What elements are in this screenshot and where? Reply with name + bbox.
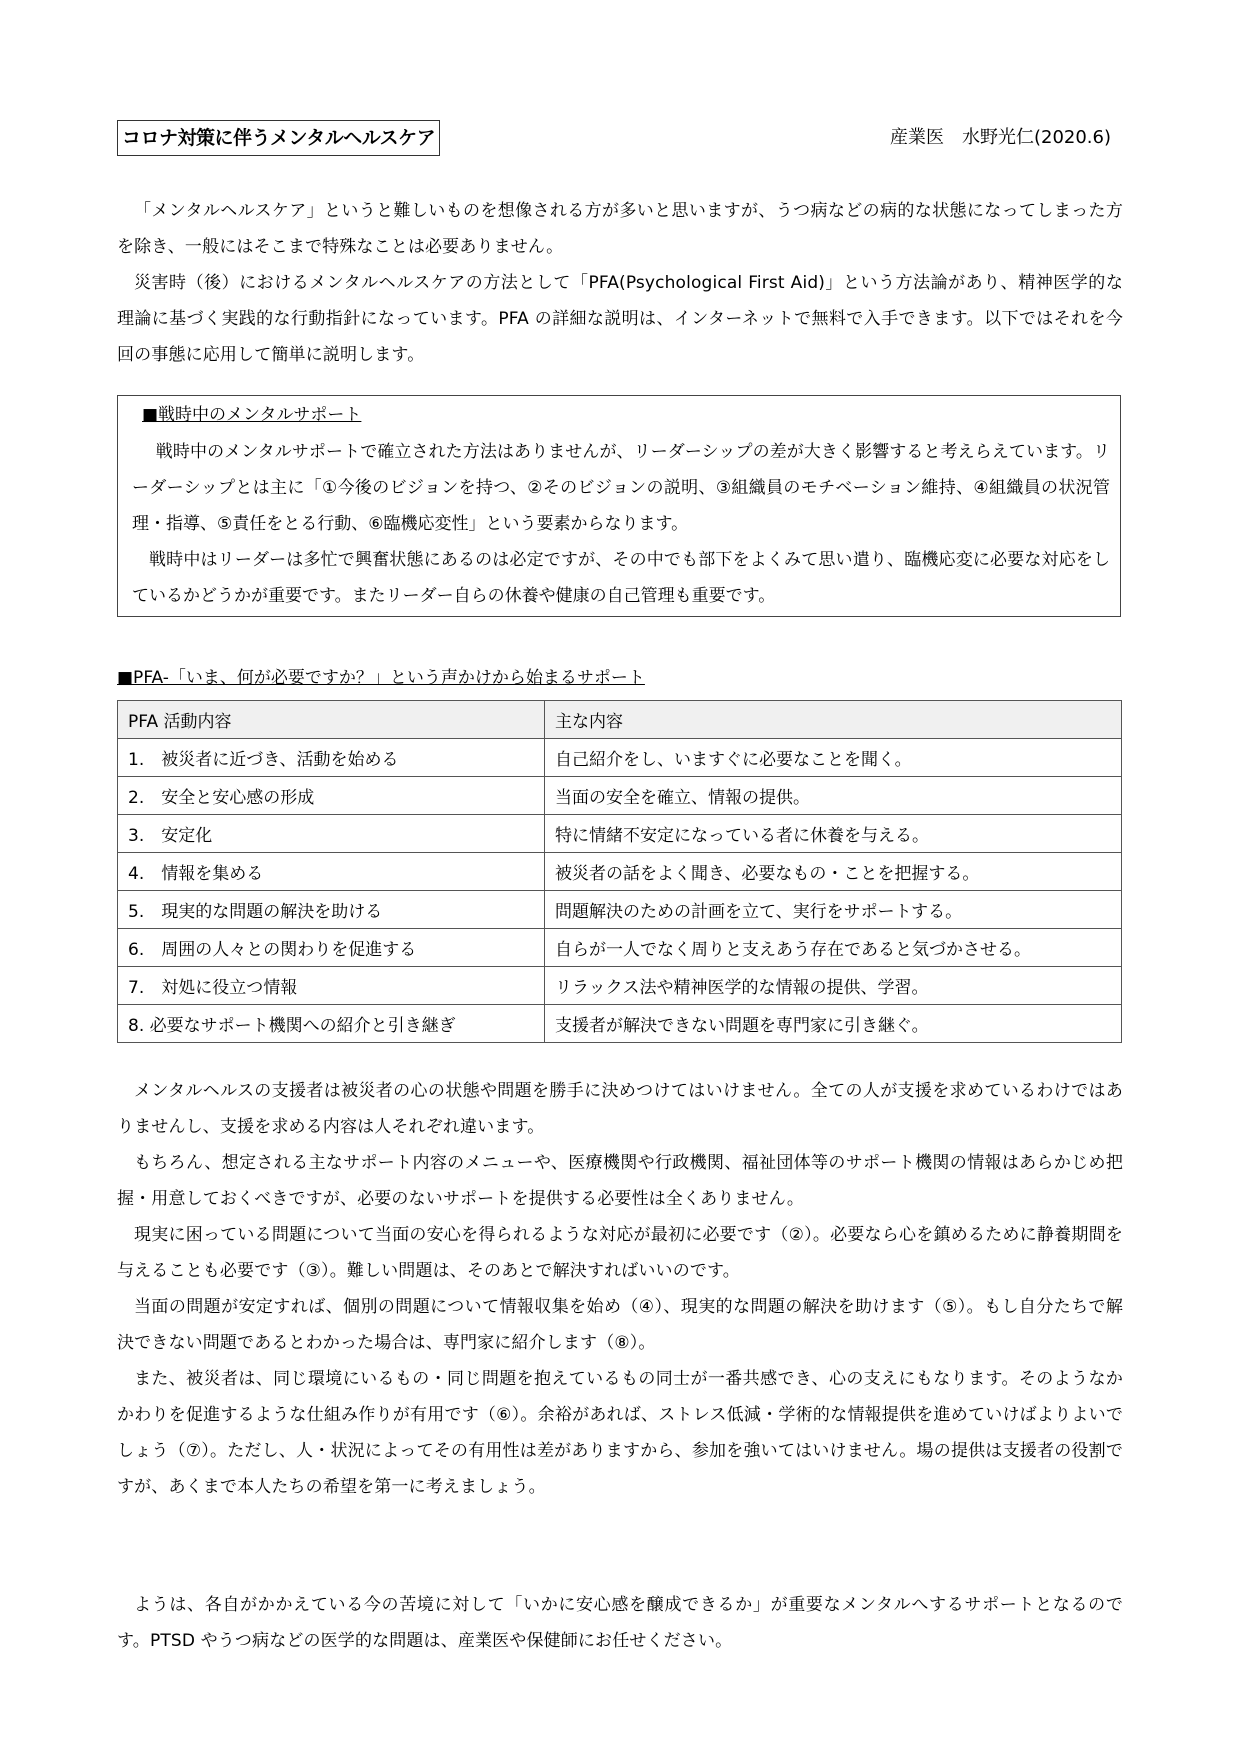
table-row [118, 967, 1122, 1005]
activity-cell: 7. 対処に役立つ情報 [118, 967, 545, 1005]
table-row [118, 1005, 1122, 1043]
activity-cell: 8. 必要なサポート機関への紹介と引き継ぎ [118, 1005, 545, 1043]
body-paragraph: 現実に困っている問題について当面の安心を得られるような対応が最初に必要です（②）。必要なら心を鎮めるために静養期間を与えることも必要です（③）。難しい問題は、そのあとで解決すればいいのです。 [117, 1225, 1123, 1281]
wartime-support-box [117, 395, 1121, 617]
closing-section [117, 1587, 1123, 1659]
body-section [117, 1073, 1123, 1505]
activity-cell: 5. 現実的な問題の解決を助ける [118, 891, 545, 929]
pfa-table [117, 700, 1122, 1043]
content-cell: 自らが一人でなく周りと支えあう存在であると気づかさせる。 [545, 929, 1122, 967]
closing-paragraph: ようは、各自がかかえている今の苦境に対して「いかに安心感を醸成できるか」が重要なメンタルへするサポートとなるのです。PTSD やうつ病などの医学的な問題は、産業医や保健師にお任せください。 [117, 1595, 1123, 1651]
table-row [118, 777, 1122, 815]
author-line: 産業医 水野光仁(2020.6) [889, 127, 1111, 148]
intro-paragraph: 「メンタルヘルスケア」というと難しいものを想像される方が多いと思いますが、うつ病などの病的な状態になってしまった方を除き、一般にはそこまで特殊なことは必要ありません。 [117, 201, 1123, 257]
activity-cell: 4. 情報を集める [118, 853, 545, 891]
intro-section [117, 193, 1123, 373]
content-cell: 自己紹介をし、いますぐに必要なことを聞く。 [545, 739, 1122, 777]
column-header-activity: PFA 活動内容 [118, 701, 545, 739]
content-cell: 特に情緒不安定になっている者に休養を与える。 [545, 815, 1122, 853]
body-paragraph: もちろん、想定される主なサポート内容のメニューや、医療機関や行政機関、福祉団体等のサポート機関の情報はあらかじめ把握・用意しておくべきですが、必要のないサポートを提供する必要性は全くありません。 [117, 1153, 1123, 1209]
table-header-row [118, 701, 1122, 739]
wartime-paragraph: 戦時中のメンタルサポートで確立された方法はありませんが、リーダーシップの差が大きく影響すると考えらえています。リーダーシップとは主に「①今後のビジョンを持つ、②そのビジョンの説明、③組織員のモチベーション維持、④組織員の状況管理・指導、⑤責任をとる行動、⑥臨機応変性」という要素からなります。 [132, 442, 1110, 534]
table-row [118, 815, 1122, 853]
table-row [118, 853, 1122, 891]
activity-cell: 3. 安定化 [118, 815, 545, 853]
table-row [118, 739, 1122, 777]
content-cell: 問題解決のための計画を立て、実行をサポートする。 [545, 891, 1122, 929]
body-paragraph: また、被災者は、同じ環境にいるもの・同じ問題を抱えているもの同士が一番共感でき、心の支えにもなります。そのようなかかわりを促進するような仕組み作りが有用です（⑥）。余裕があれば、ストレス低減・学術的な情報提供を進めていけばよりよいでしょう（⑦）。ただし、人・状況によってその有用性は差がありますから、参加を強いてはいけません。場の提供は支援者の役割ですが、あくまで本人たちの希望を第一に考えましょう。 [117, 1369, 1123, 1497]
table-row [118, 929, 1122, 967]
intro-paragraph: 災害時（後）におけるメンタルヘルスケアの方法として「PFA(Psychological First Aid)」という方法論があり、精神医学的な理論に基づく実践的な行動指針になっています。PFA の詳細な説明は、インターネットで無料で入手できます。以下ではそれを今回の事態に応用して簡単に説明します。 [117, 273, 1123, 365]
content-cell: 被災者の話をよく聞き、必要なもの・ことを把握する。 [545, 853, 1122, 891]
wartime-paragraph: 戦時中はリーダーは多忙で興奮状態にあるのは必定ですが、その中でも部下をよくみて思い遣り、臨機応変に必要な対応をしているかどうかが重要です。またリーダー自らの休養や健康の自己管理も重要です。 [132, 550, 1110, 606]
content-cell: 当面の安全を確立、情報の提供。 [545, 777, 1122, 815]
body-paragraph: 当面の問題が安定すれば、個別の問題について情報収集を始め（④）、現実的な問題の解決を助けます（⑤）。もし自分たちで解決できない問題であるとわかった場合は、専門家に紹介します（⑧）。 [117, 1297, 1123, 1353]
activity-cell: 2. 安全と安心感の形成 [118, 777, 545, 815]
table-row [118, 891, 1122, 929]
activity-cell: 1. 被災者に近づき、活動を始める [118, 739, 545, 777]
activity-cell: 6. 周囲の人々との関わりを促進する [118, 929, 545, 967]
content-cell: 支援者が解決できない問題を専門家に引き継ぐ。 [545, 1005, 1122, 1043]
column-header-content: 主な内容 [545, 701, 1122, 739]
document-title: コロナ対策に伴うメンタルヘルスケア [117, 120, 440, 156]
body-paragraph: メンタルヘルスの支援者は被災者の心の状態や問題を勝手に決めつけてはいけません。全ての人が支援を求めているわけではありませんし、支援を求める内容は人それぞれ違います。 [117, 1081, 1123, 1137]
wartime-support-body [132, 434, 1110, 614]
pfa-section-heading: ■PFA-「いま、何が必要ですか？」という声かけから始まるサポート [117, 668, 645, 688]
wartime-support-heading: ■戦時中のメンタルサポート [142, 405, 362, 425]
content-cell: リラックス法や精神医学的な情報の提供、学習。 [545, 967, 1122, 1005]
